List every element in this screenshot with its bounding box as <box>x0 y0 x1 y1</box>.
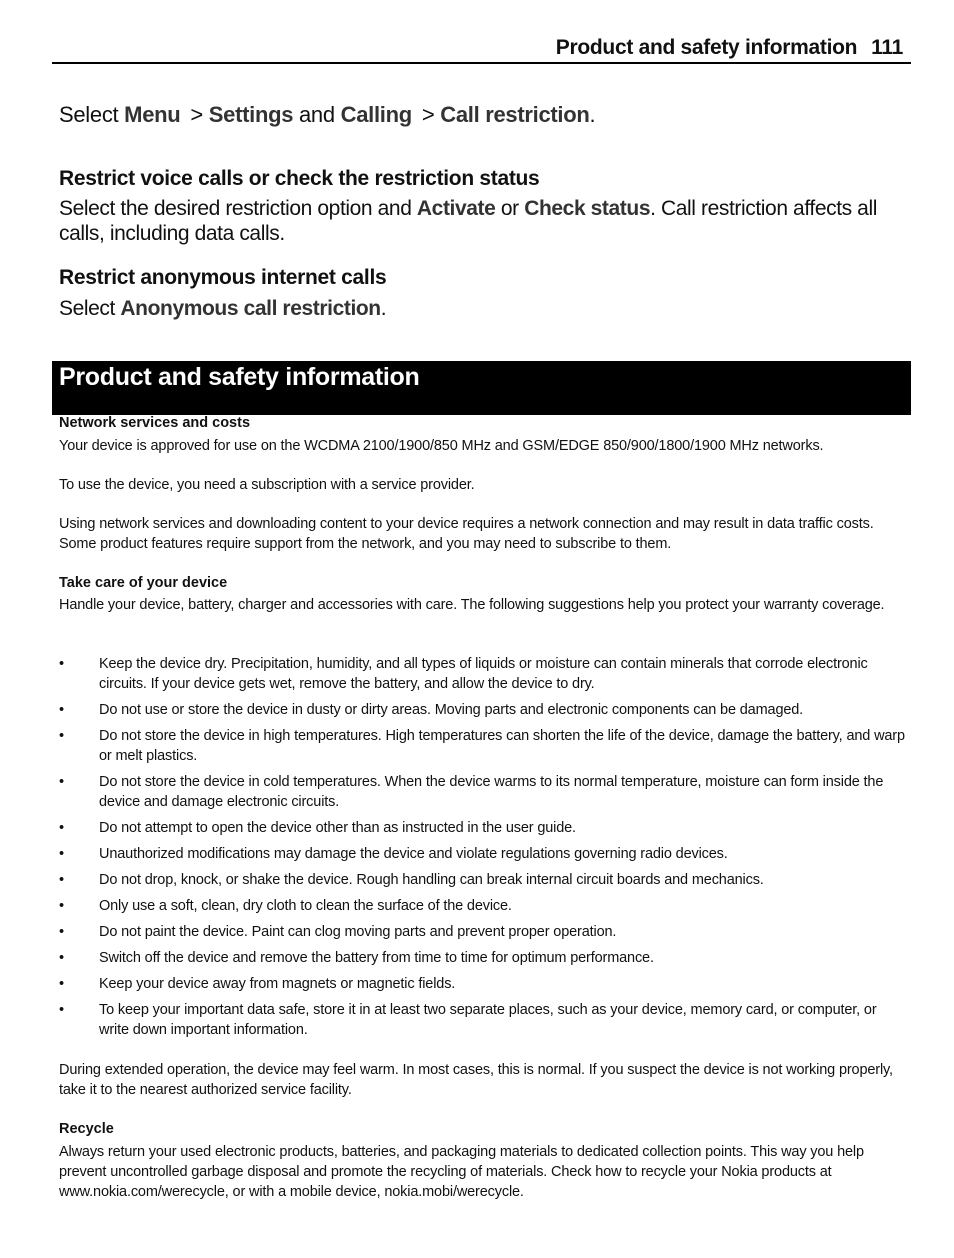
restrict-voice-or: or <box>495 197 525 220</box>
care-heading: Take care of your device <box>59 575 228 591</box>
bullet: • <box>59 1002 64 1018</box>
bullet: • <box>59 728 64 744</box>
list-item <box>59 844 907 864</box>
bullet: • <box>59 774 64 790</box>
restrict-voice-text-2: . Call restriction affects all calls, including data calls. <box>59 197 877 245</box>
recycle-text: Always return your used electronic products, batteries, and packaging materials to dedicated collection points. This way you help prevent uncontrolled garbage disposal and promote the recycling of materials. Check how to recycle your Nokia products at www.nokia.com/werecycle, or with a mobile device, nokia.mobi/werecycle. <box>59 1144 864 1200</box>
menu-ui-label: Menu <box>124 102 181 127</box>
care-intro: Handle your device, battery, charger and accessories with care. The following suggestions help you protect your warranty coverage. <box>59 597 885 613</box>
list-item-text: Do not paint the device. Paint can clog moving parts and prevent proper operation. <box>99 924 617 940</box>
care-list <box>59 654 907 1046</box>
list-item <box>59 974 907 994</box>
activate-ui-label: Activate <box>416 197 496 220</box>
list-item <box>59 818 907 838</box>
bullet: • <box>59 702 64 718</box>
section-title-band <box>52 361 911 415</box>
nav-and-text: and <box>293 102 341 127</box>
bullet: • <box>59 924 64 940</box>
list-item <box>59 870 907 890</box>
nav-separator: > <box>421 102 441 127</box>
nav-select-text: Select <box>59 102 125 127</box>
list-item-text: Do not store the device in high temperatures. High temperatures can shorten the life of the device, damage the battery, and warp or melt plastics. <box>99 728 905 764</box>
list-item-text: Do not store the device in cold temperatures. When the device warms to its normal temperature, moisture can form inside the device and damage electronic circuits. <box>99 774 884 810</box>
calling-ui-label: Calling <box>340 102 412 127</box>
bullet: • <box>59 950 64 966</box>
bullet: • <box>59 898 64 914</box>
list-item-text: To keep your important data safe, store it in at least two separate places, such as your device, memory card, or computer, or write down important information. <box>99 1002 877 1038</box>
nav-separator: > <box>190 102 209 127</box>
navigation-path <box>59 101 907 129</box>
recycle-heading: Recycle <box>59 1121 114 1137</box>
check-status-ui-label: Check status <box>524 197 651 220</box>
network-heading: Network services and costs <box>59 415 251 431</box>
list-item <box>59 726 907 766</box>
restrict-voice-heading: Restrict voice calls or check the restriction status <box>59 167 540 190</box>
list-item-text: Switch off the device and remove the battery from time to time for optimum performance. <box>99 950 654 966</box>
nav-period: . <box>589 102 596 127</box>
bullet: • <box>59 820 64 836</box>
anonymous-call-restriction-ui-label: Anonymous call restriction <box>120 297 381 320</box>
care-outro: During extended operation, the device may feel warm. In most cases, this is normal. If you suspect the device is not working properly, take it to the nearest authorized service facility. <box>59 1062 893 1098</box>
list-item-text: Do not drop, knock, or shake the device. Rough handling can break internal circuit boards and mechanics. <box>99 872 764 888</box>
section-title: Product and safety information <box>59 363 420 391</box>
list-item-text: Do not attempt to open the device other than as instructed in the user guide. <box>99 820 576 836</box>
list-item <box>59 1000 907 1040</box>
network-paragraph-2: To use the device, you need a subscription with a service provider. <box>59 477 475 493</box>
restrict-voice-text-1: Select the desired restriction option and <box>59 197 417 220</box>
list-item-text: Only use a soft, clean, dry cloth to clean the surface of the device. <box>99 898 512 914</box>
bullet: • <box>59 846 64 862</box>
list-item <box>59 922 907 942</box>
restrict-voice-text <box>59 196 907 246</box>
page-number: 111 <box>871 36 903 59</box>
restrict-anon-period: . <box>380 297 387 320</box>
call-restriction-ui-label: Call restriction <box>440 102 590 127</box>
list-item <box>59 700 907 720</box>
restrict-anon-heading: Restrict anonymous internet calls <box>59 266 387 289</box>
restrict-anon-select: Select <box>59 297 121 320</box>
list-item-text: Keep your device away from magnets or magnetic fields. <box>99 976 456 992</box>
bullet: • <box>59 872 64 888</box>
list-item-text: Do not use or store the device in dusty or dirty areas. Moving parts and electronic components can be damaged. <box>99 702 804 718</box>
network-paragraph-1: Your device is approved for use on the WCDMA 2100/1900/850 MHz and GSM/EDGE 850/900/1800/1900 MHz networks. <box>59 438 824 454</box>
list-item-text: Keep the device dry. Precipitation, humidity, and all types of liquids or moisture can contain minerals that corrode electronic circuits. If your device gets wet, remove the battery, and allow the device to dry. <box>99 656 868 692</box>
settings-ui-label: Settings <box>208 102 294 127</box>
network-paragraph-3: Using network services and downloading content to your device requires a network connection and may result in data traffic costs. Some product features require support from the network, and you may need to subscribe to them. <box>59 516 874 552</box>
list-item <box>59 772 907 812</box>
running-header-title: Product and safety information <box>555 36 858 59</box>
bullet: • <box>59 656 64 672</box>
list-item <box>59 654 907 694</box>
list-item-text: Unauthorized modifications may damage the device and violate regulations governing radio devices. <box>99 846 728 862</box>
list-item <box>59 948 907 968</box>
running-header <box>52 34 911 64</box>
restrict-anon-text <box>59 296 907 321</box>
list-item <box>59 896 907 916</box>
bullet: • <box>59 976 64 992</box>
